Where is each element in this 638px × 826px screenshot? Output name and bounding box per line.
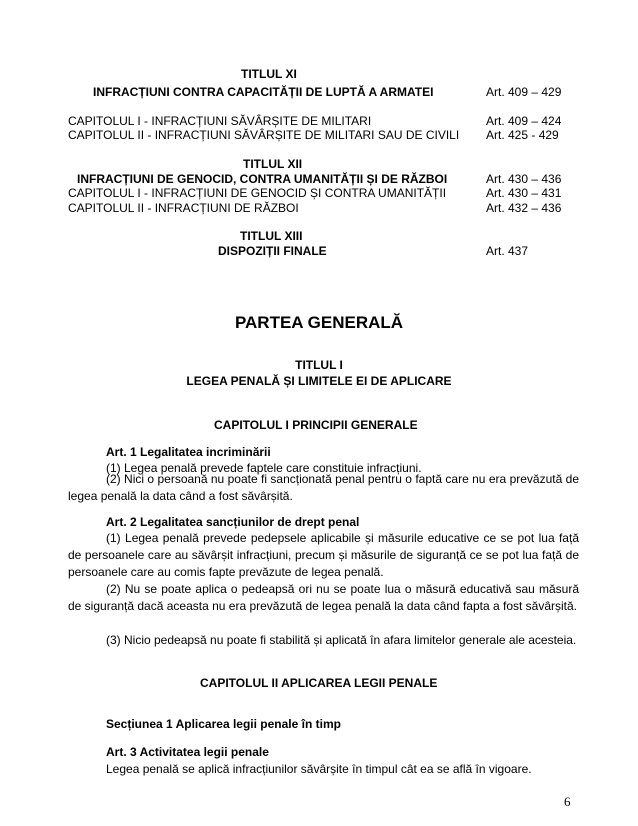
titlu-xiii-range: Art. 437	[486, 244, 529, 258]
titlu-xiii-heading: TITLUL XIII	[240, 229, 303, 243]
titlu-i-name: LEGEA PENALĂ ȘI LIMITELE EI DE APLICARE	[186, 374, 452, 388]
titlu-xii-heading: TITLUL XII	[243, 157, 303, 171]
capitolul-ii-razboi-range: Art. 432 – 436	[486, 201, 562, 215]
titlu-xi-range: Art. 409 – 429	[486, 85, 562, 99]
capitolul-i-militari: CAPITOLUL I - INFRACȚIUNI SĂVÂRȘITE DE MILITARI	[68, 114, 372, 128]
art-2-title: Art. 2 Legalitatea sancțiunilor de drept penal	[106, 515, 360, 529]
art-2-paragraph-1: (1) Legea penală prevede pedepsele aplicabile și măsurile educative ce se pot lua față de persoanele care au săvârșit infracțiuni, precum și măsurile de siguranță ce se pot lua față de persoanele care au comis fapte prevăzute de legea penală.	[68, 531, 579, 579]
titlu-xii-range: Art. 430 – 436	[486, 172, 562, 186]
titlu-xii-name: INFRACȚIUNI DE GENOCID, CONTRA UMANITĂȚII ȘI DE RĂZBOI	[77, 172, 448, 186]
capitolul-i-militari-range: Art. 409 – 424	[486, 114, 562, 128]
capitolul-i-genocid-range: Art. 430 – 431	[486, 186, 562, 200]
art-1-title: Art. 1 Legalitatea incriminării	[106, 445, 271, 459]
capitolul-ii-razboi: CAPITOLUL II - INFRACȚIUNI DE RĂZBOI	[68, 201, 299, 215]
capitolul-ii-civili: CAPITOLUL II - INFRACȚIUNI SĂVÂRȘITE DE MILITARI SAU DE CIVILI	[68, 128, 460, 142]
page-number: 6	[564, 794, 571, 809]
titlu-xi-heading: TITLUL XI	[241, 67, 297, 81]
art-1-paragraph-1: (1) Legea penală prevede faptele care constituie infracțiuni.	[106, 461, 422, 475]
art-2-paragraph-3: (3) Nicio pedeapsă nu poate fi stabilită și aplicată în afara limitelor generale ale acesteia.	[106, 633, 577, 647]
capitolul-i-genocid: CAPITOLUL I - INFRACȚIUNI DE GENOCID ȘI CONTRA UMANITĂȚII	[68, 186, 447, 200]
chapter-i-heading: CAPITOLUL I PRINCIPII GENERALE	[214, 418, 418, 432]
art-3-paragraph-1: Legea penală se aplică infracțiunilor săvârșite în timpul cât ea se află în vigoare.	[106, 762, 532, 776]
section-1-heading: Secțiunea 1 Aplicarea legii penale în timp	[106, 717, 341, 731]
titlu-i-heading: TITLUL I	[295, 358, 343, 372]
art-3-title: Art. 3 Activitatea legii penale	[106, 745, 269, 759]
capitolul-ii-civili-range: Art. 425 - 429	[486, 128, 559, 142]
art-2-paragraph-2: (2) Nu se poate aplica o pedeapsă ori nu se poate lua o măsură educativă sau măsură de siguranță dacă aceasta nu era prevăzută de legea penală la data când fapta a fost săvârșită.	[68, 582, 579, 613]
titlu-xi-name: INFRACȚIUNI CONTRA CAPACITĂȚII DE LUPTĂ A ARMATEI	[93, 85, 434, 99]
titlu-xiii-name: DISPOZIȚII FINALE	[218, 244, 327, 258]
art-1-paragraph-2: (2) Nici o persoană nu poate fi sancționată penal pentru o faptă care nu era prevăzută de legea penală la data când a fost săvârșită.	[68, 472, 579, 503]
chapter-ii-heading: CAPITOLUL II APLICAREA LEGII PENALE	[200, 676, 438, 690]
part-title: PARTEA GENERALĂ	[234, 313, 404, 332]
